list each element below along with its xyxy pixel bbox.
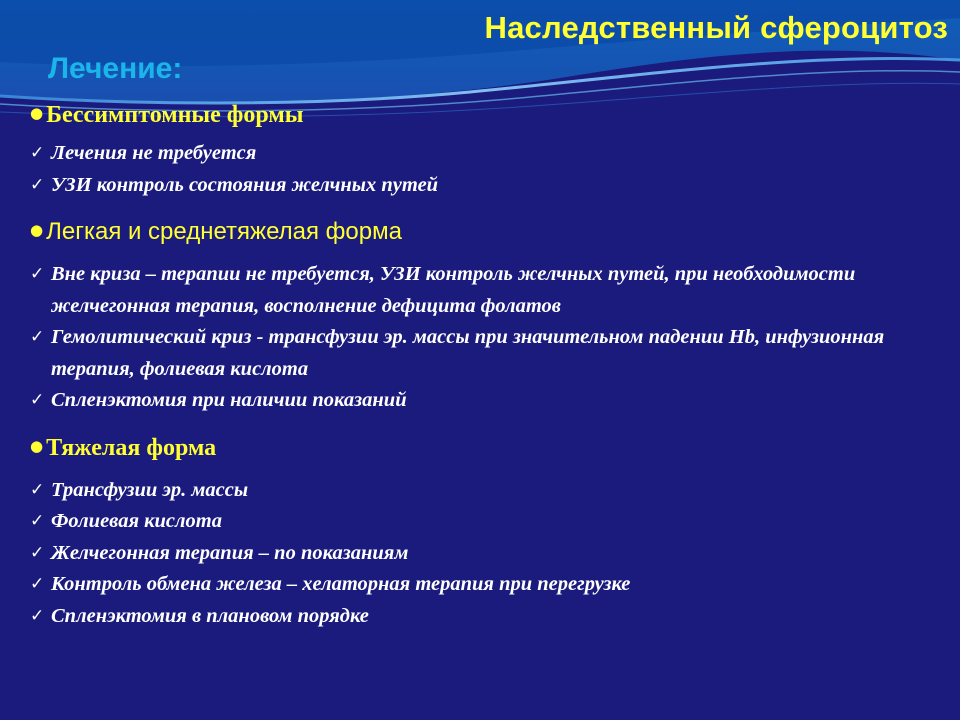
list-item: ✓ Спленэктомия при наличии показаний <box>30 385 948 417</box>
section-heading-mild-moderate: ● Легкая и среднетяжелая форма <box>30 218 402 245</box>
bullet-dot-icon: ● <box>30 436 44 455</box>
checkmark-icon: ✓ <box>30 327 45 347</box>
content-body <box>30 98 948 632</box>
list-item: ✓ Вне криза – терапии не требуется, УЗИ контроль желчных путей, при необходимости желчегонная терапия, восполнение дефицита фолатов <box>30 259 948 322</box>
section-subtitle: Лечение: <box>48 52 183 85</box>
section-heading-asymptomatic: ● Бессимптомные формы <box>30 102 304 128</box>
checkmark-icon: ✓ <box>30 511 45 531</box>
checkmark-icon: ✓ <box>30 264 45 284</box>
checkmark-icon: ✓ <box>30 574 45 594</box>
bullet-dot-icon: ● <box>30 104 44 122</box>
checkmark-icon: ✓ <box>30 390 45 410</box>
asymptomatic-list <box>30 138 948 201</box>
list-item: ✓ Контроль обмена железа – хелаторная терапия при перегрузке <box>30 569 948 601</box>
checkmark-icon: ✓ <box>30 542 45 563</box>
list-item: ✓ Гемолитический криз - трансфузии эр. массы при значительном падении Hb, инфузионная терапия, фолиевая кислота <box>30 322 948 385</box>
checkmark-icon: ✓ <box>30 143 45 163</box>
severe-list <box>30 475 948 633</box>
bullet-dot-icon: ● <box>30 221 44 239</box>
mild-moderate-list <box>30 259 948 417</box>
list-item: ✓ Желчегонная терапия – по показаниям <box>30 538 948 570</box>
section-heading-severe: ● Тяжелая форма <box>30 434 217 461</box>
slide-title: Наследственный сфероцитоз <box>484 10 948 45</box>
list-item: ✓ УЗИ контроль состояния желчных путей <box>30 170 948 202</box>
list-item: ✓ Лечения не требуется <box>30 138 948 170</box>
checkmark-icon: ✓ <box>30 605 45 626</box>
checkmark-icon: ✓ <box>30 174 45 195</box>
checkmark-icon: ✓ <box>30 479 45 500</box>
list-item: ✓ Трансфузии эр. массы <box>30 475 948 507</box>
list-item: ✓ Спленэктомия в плановом порядке <box>30 601 948 633</box>
list-item: ✓ Фолиевая кислота <box>30 506 948 538</box>
